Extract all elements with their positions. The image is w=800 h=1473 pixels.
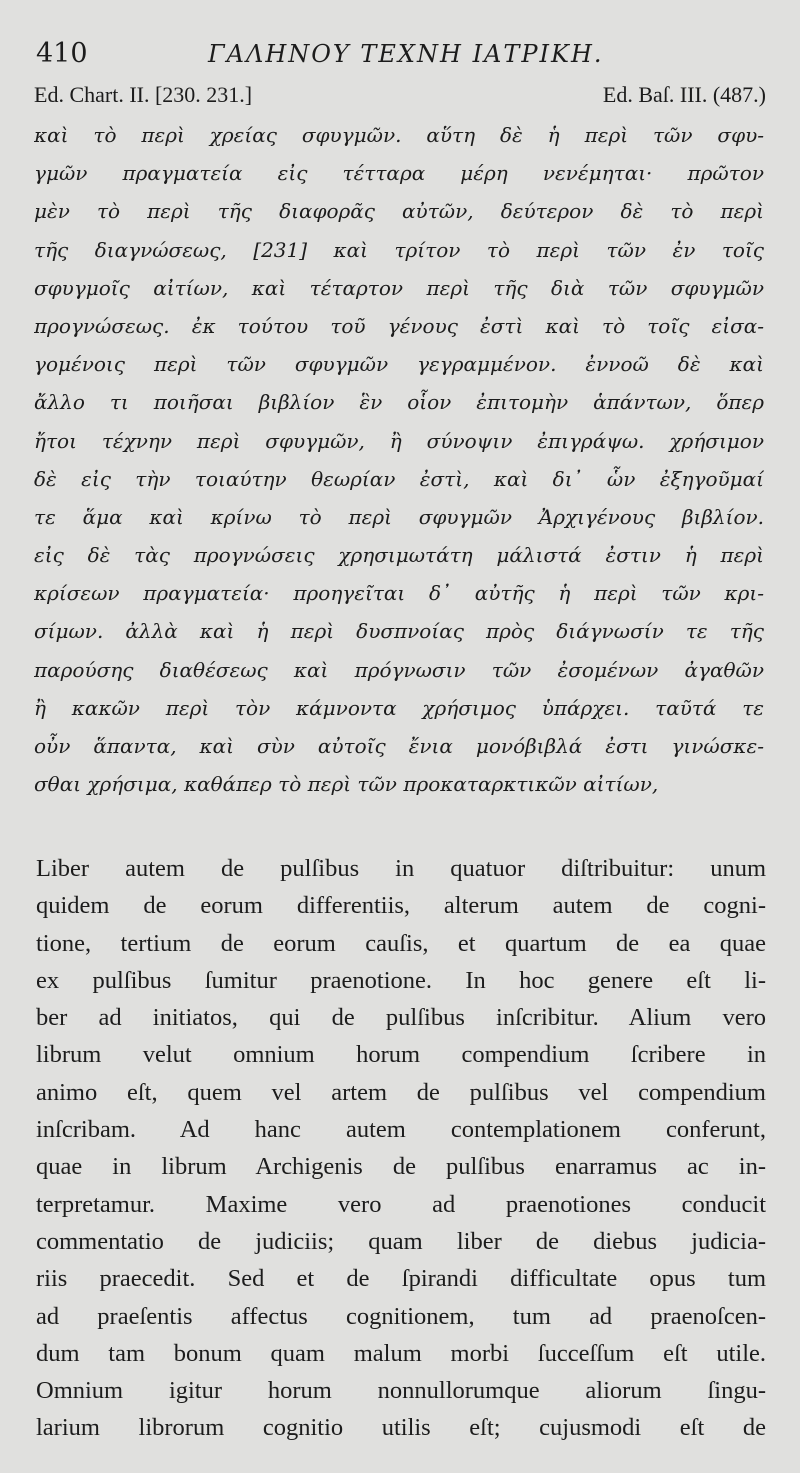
latin-text-line: quidem de eorum differentiis, alterum autem de cogni- (36, 892, 766, 920)
latin-text-line: ad praeſentis affectus cognitionem, tum ad praenoſcen- (36, 1302, 766, 1330)
greek-text-line: ἢ κακῶν περὶ τὸν κάμνοντα χρήσιμος ὑπάρχει. ταῦτά τε (34, 695, 764, 720)
greek-text-line: τε ἅμα καὶ κρίνω τὸ περὶ σφυγμῶν Ἀρχιγένους βιβλίον. (34, 504, 764, 529)
greek-text-line: προγνώσεως. ἐκ τούτου τοῦ γένους ἐστὶ καὶ τὸ τοῖς εἰσα- (34, 313, 764, 338)
latin-text-line: quae in librum Archigenis de pulſibus enarramus ac in- (36, 1153, 766, 1181)
greek-text-line: μὲν τὸ περὶ τῆς διαφορᾶς αὐτῶν, δεύτερον δὲ τὸ περὶ (34, 199, 764, 224)
edition-reference-left: Ed. Chart. II. [230. 231.] (34, 82, 253, 107)
page-header (30, 30, 770, 70)
latin-text-line: Liber autem de pulſibus in quatuor diſtribuitur: unum (36, 855, 766, 882)
latin-text-line: dum tam bonum quam malum morbi ſucceſſum eſt utile. (36, 1339, 766, 1367)
greek-text-line: γομένοις περὶ τῶν σφυγμῶν γεγραμμένον. ἐννοῶ δὲ καὶ (34, 352, 764, 377)
page-number: 410 (36, 38, 88, 69)
edition-reference-line (34, 82, 766, 114)
greek-text-block (34, 116, 764, 803)
latin-text-line: ex pulſibus ſumitur praenotione. In hoc genere eſt li- (36, 966, 766, 994)
latin-text-block (36, 850, 766, 1447)
greek-text-line: σίμων. ἀλλὰ καὶ ἡ περὶ δυσπνοίας πρὸς διάγνωσίν τε τῆς (34, 619, 764, 644)
edition-reference-right: Ed. Baſ. III. (487.) (602, 82, 766, 107)
greek-text-line: τῆς διαγνώσεως, [231] καὶ τρίτον τὸ περὶ τῶν ἐν τοῖς (34, 237, 764, 262)
greek-text-line: κρίσεων πραγματεία· προηγεῖται δ᾽ αὐτῆς ἡ περὶ τῶν κρι- (34, 581, 764, 606)
greek-text-line: σφυγμοῖς αἰτίων, καὶ τέταρτον περὶ τῆς διὰ τῶν σφυγμῶν (34, 275, 764, 300)
greek-text-line: καὶ τὸ περὶ χρείας σφυγμῶν. αὕτη δὲ ἡ περὶ τῶν σφυ- (34, 123, 764, 147)
latin-text-line: tione, tertium de eorum cauſis, et quartum de ea quae (36, 929, 766, 957)
greek-text-line: εἰς δὲ τὰς προγνώσεις χρησιμωτάτη μάλιστά ἐστιν ἡ περὶ (34, 543, 764, 568)
greek-text-line: γμῶν πραγματεία εἰς τέτταρα μέρη νενέμηται· πρῶτον (34, 161, 764, 186)
latin-text-line: terpretamur. Maxime vero ad praenotiones conducit (36, 1190, 766, 1218)
latin-text-line: larium librorum cognitio utilis eſt; cujusmodi eſt de (36, 1414, 766, 1442)
greek-text-line: σθαι χρήσιμα, καθάπερ τὸ περὶ τῶν προκαταρκτικῶν αἰτίων, (34, 772, 659, 797)
greek-text-line: παρούσης διαθέσεως καὶ πρόγνωσιν τῶν ἐσομένων ἀγαθῶν (34, 657, 764, 682)
latin-text-line: ber ad initiatos, qui de pulſibus inſcribitur. Alium vero (36, 1004, 766, 1032)
latin-text-line: librum velut omnium horum compendium ſcribere in (36, 1041, 766, 1069)
greek-text-line: ἤτοι τέχνην περὶ σφυγμῶν, ἢ σύνοψιν ἐπιγράψω. χρήσιμον (34, 428, 764, 453)
latin-text-line: animo eſt, quem vel artem de pulſibus vel compendium (36, 1078, 766, 1106)
latin-text-line: inſcribam. Ad hanc autem contemplationem conferunt, (36, 1116, 766, 1144)
latin-text-line: commentatio de judiciis; quam liber de diebus judicia- (36, 1227, 766, 1255)
latin-text-line: Omnium igitur horum nonnullorumque aliorum ſingu- (36, 1377, 766, 1405)
greek-text-line: ἄλλο τι ποιῆσαι βιβλίον ἓν οἷον ἐπιτομὴν ἁπάντων, ὅπερ (34, 390, 764, 415)
running-title: ΓΑΛΗΝΟΥ ΤΕΧΝΗ ΙΑΤΡΙΚΗ. (208, 40, 604, 68)
greek-text-line: δὲ εἰς τὴν τοιαύτην θεωρίαν ἐστὶ, καὶ δι᾽ ὧν ἐξηγοῦμαί (34, 466, 764, 491)
greek-text-line: οὖν ἅπαντα, καὶ σὺν αὐτοῖς ἔνια μονόβιβλά ἐστι γινώσκε- (34, 734, 764, 758)
latin-text-line: riis praecedit. Sed et de ſpirandi difficultate opus tum (36, 1265, 766, 1293)
